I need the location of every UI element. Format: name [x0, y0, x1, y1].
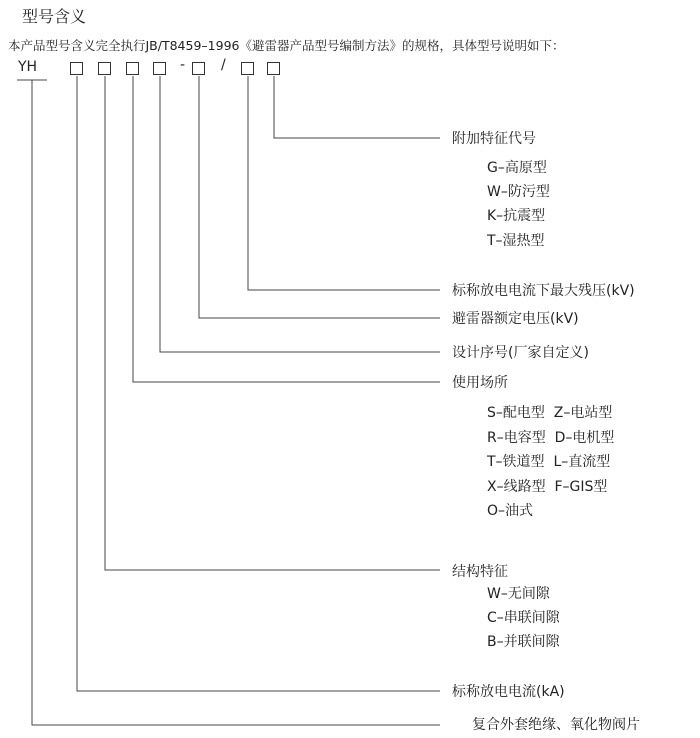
label-rated-voltage: 避雷器额定电压(kV)	[452, 311, 579, 327]
connector-usage	[133, 76, 440, 382]
connector-structure	[105, 76, 440, 570]
label-usage: 使用场所	[452, 375, 508, 391]
usage-row: S–配电型 Z–电站型	[487, 405, 613, 421]
label-attachment-code: 附加特征代号	[452, 131, 536, 147]
attachment-item: G–高原型	[487, 160, 547, 176]
connector-type	[32, 80, 440, 725]
connector-design	[160, 76, 440, 352]
label-structure: 结构特征	[452, 564, 508, 580]
usage-row: O–油式	[487, 503, 534, 519]
connector-residual-voltage	[248, 76, 440, 290]
label-product-type: 复合外套绝缘、氧化物阀片	[472, 717, 640, 733]
usage-row: X–线路型 F–GIS型	[487, 479, 608, 495]
structure-item: C–串联间隙	[487, 610, 560, 626]
connector-rated-voltage	[199, 76, 440, 318]
attachment-item: W–防污型	[487, 184, 550, 200]
page-title: 型号含义	[22, 7, 87, 26]
label-residual-voltage: 标称放电电流下最大残压(kV)	[452, 283, 635, 299]
label-design-number: 设计序号(厂家自定义)	[452, 345, 589, 361]
attachment-item: K–抗震型	[487, 208, 546, 224]
label-nominal-current: 标称放电电流(kA)	[452, 684, 565, 700]
attachment-item: T–湿热型	[487, 233, 545, 249]
structure-item: B–并联间隙	[487, 634, 560, 650]
model-dash: -	[180, 57, 186, 73]
usage-row: T–铁道型 L–直流型	[487, 454, 611, 470]
connector-attachment	[274, 76, 440, 138]
model-slash: /	[221, 57, 226, 73]
model-prefix: YH	[18, 59, 38, 75]
usage-row: R–电容型 D–电机型	[487, 430, 615, 446]
structure-item: W–无间隙	[487, 586, 550, 602]
connector-current	[77, 76, 440, 691]
intro-text: 本产品型号含义完全执行JB/T8459–1996《避雷器产品型号编制方法》的规格，具体型号说明如下：	[8, 38, 565, 53]
